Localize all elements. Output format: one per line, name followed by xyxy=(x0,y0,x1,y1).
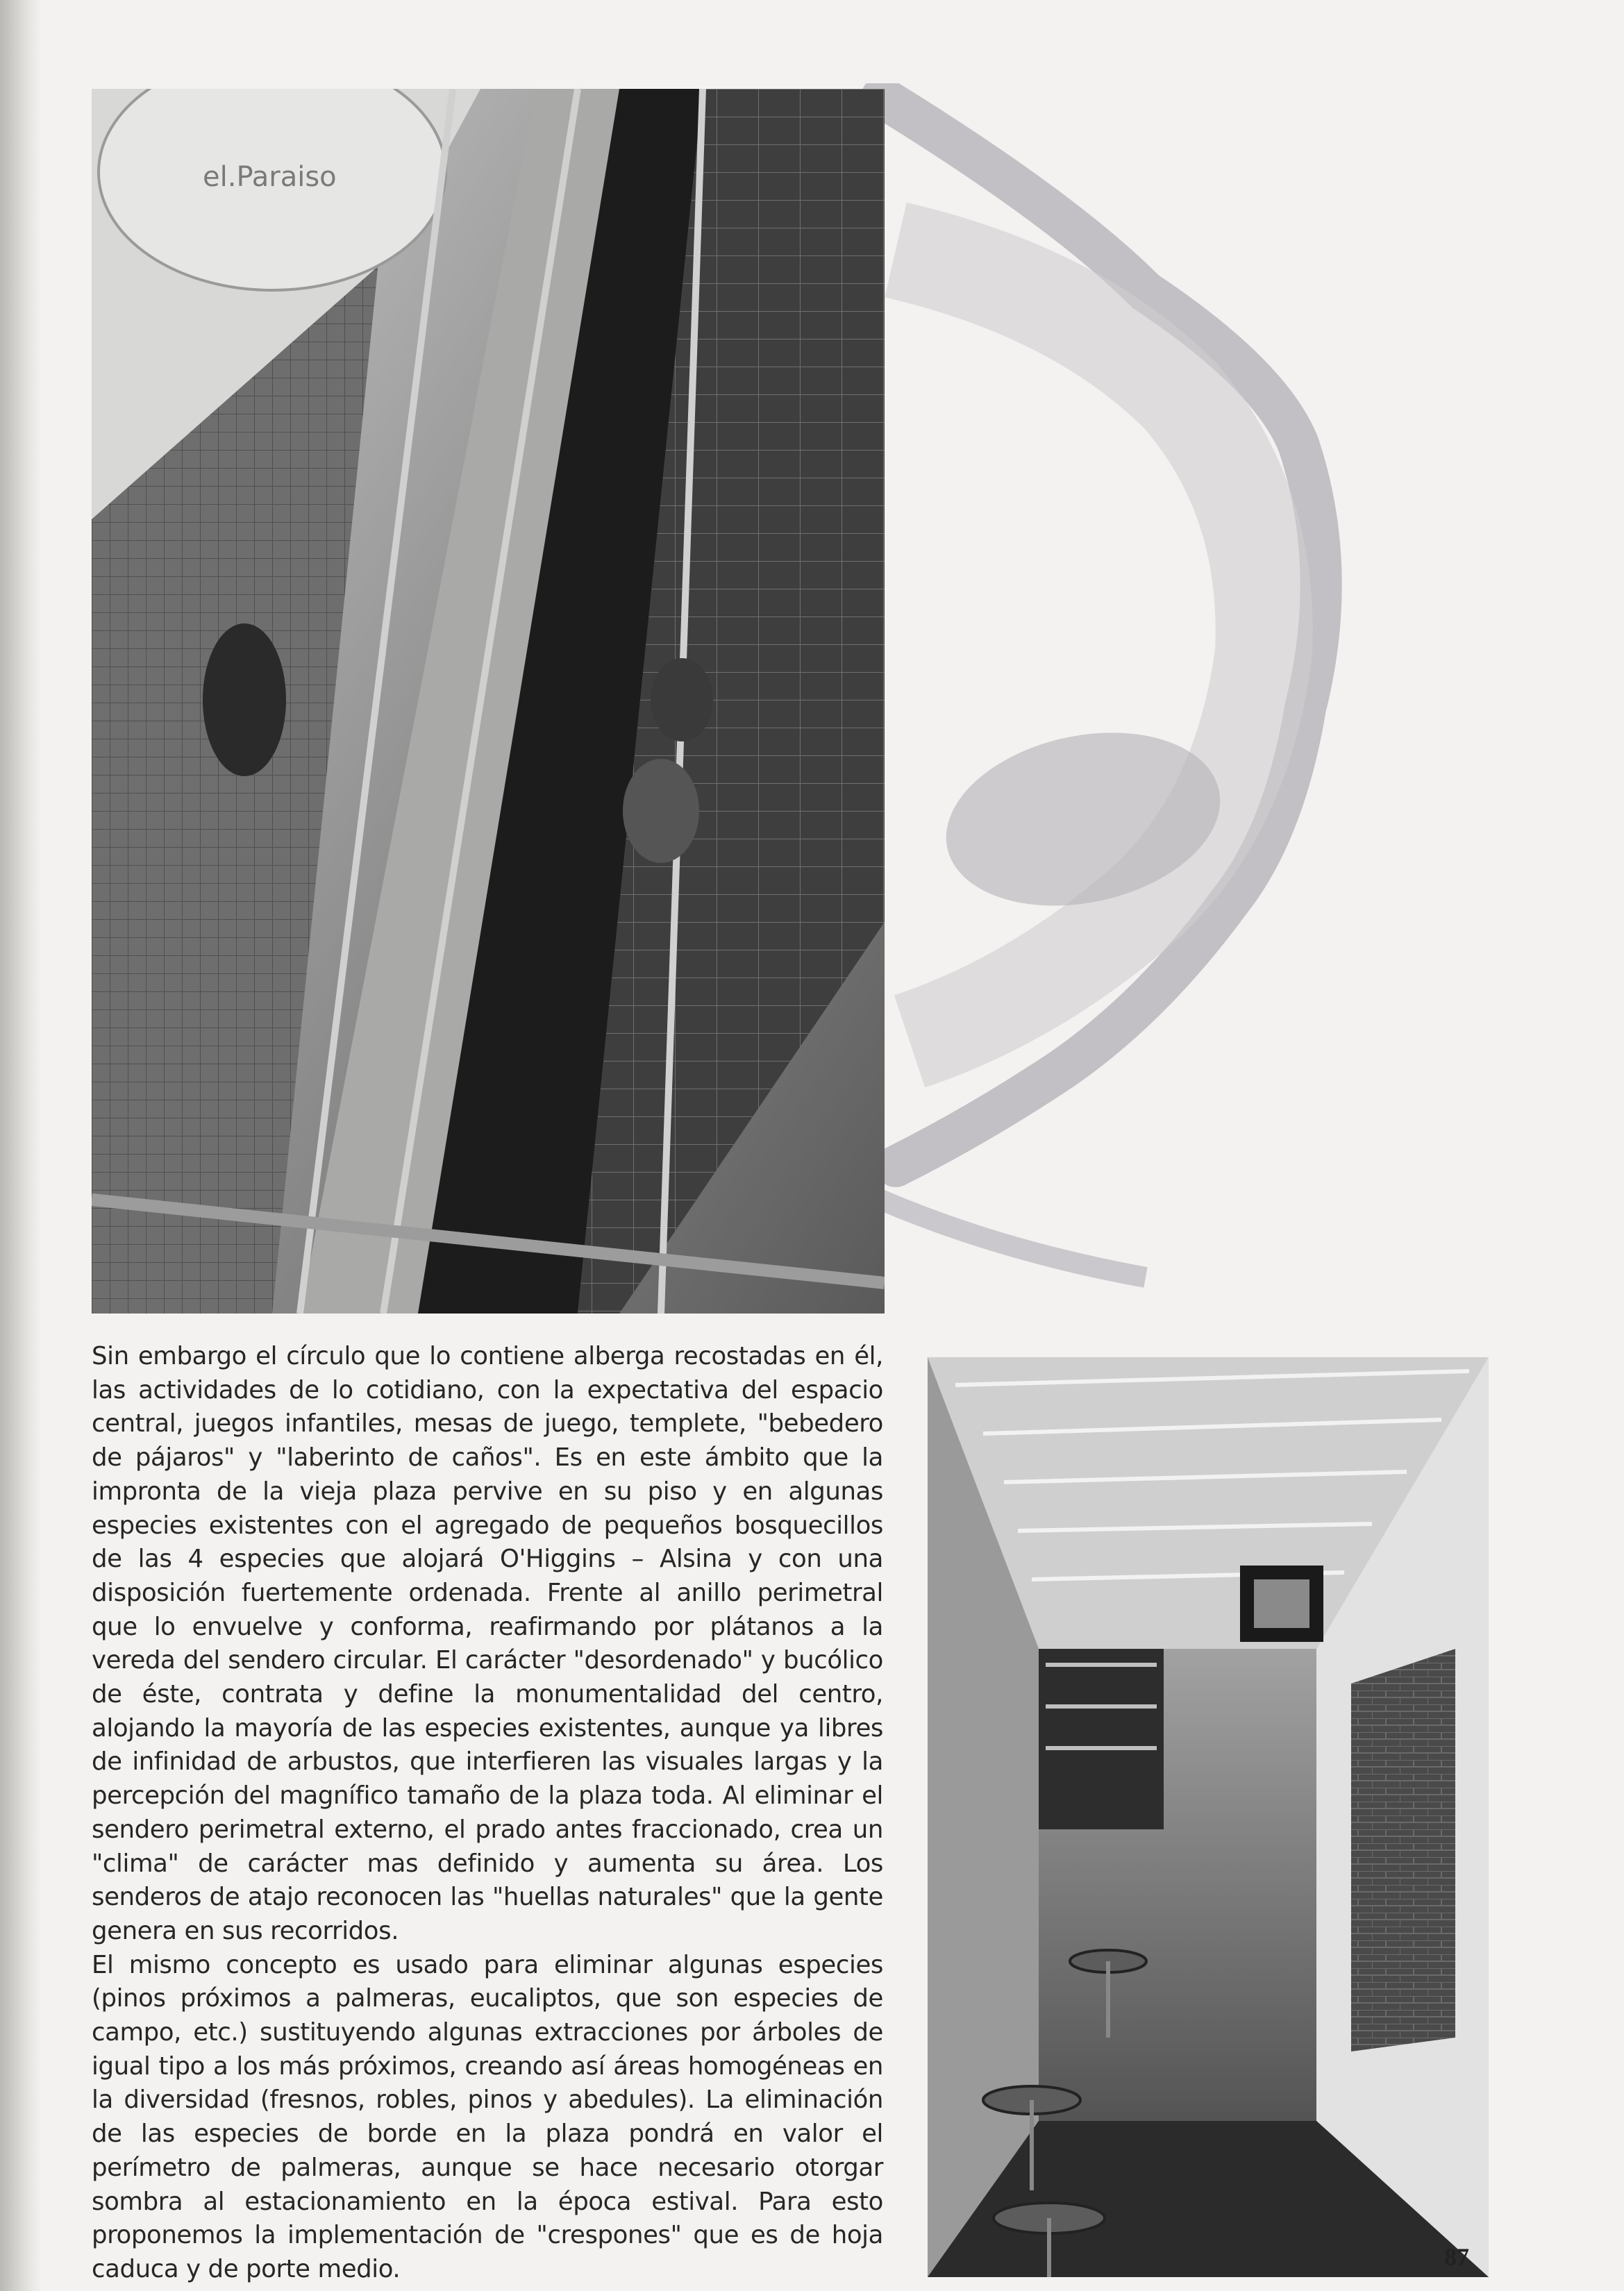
gallery-walkway-photo xyxy=(92,89,885,1314)
paragraph: Sin embargo el círculo que lo contiene alberga recostadas en él, las actividades de lo cotidiano, con la expectativa del espacio central, juegos infantiles, mesas de juego, templete, "bebedero de pájaros" y "laberinto de caños". Es en este ámbito que la impronta de la vieja plaza pervive en su piso y en algunas especies existentes con el agregado de pequeños bosquecillos de las 4 especies que alojará O'Higgins – Alsina y con una disposición fuertemente ordenada. Frente al anillo perimetral que lo envuelve y conforma, reafirmando por plátanos a la vereda del sendero circular. El carácter "desordenado" y bucólico de éste, contrata y define la monumentalidad del centro, alojando la mayoría de las especies existentes, aunque ya libres de infinidad de arbustos, que interfieren las visuales largas y la percepción del magnífico tamaño de la plaza toda. Al eliminar el sendero perimetral externo, el prado antes fraccionado, crea un "clima" de carácter mas definido y aumenta su área. Los senderos de atajo reconocen las "huellas naturales" que la gente genera en sus recorridos. xyxy=(92,1342,883,1945)
body-text xyxy=(92,1340,883,2287)
circular-watermark-graphic xyxy=(854,83,1479,1347)
page-number: 87 xyxy=(1444,2243,1469,2271)
paragraph: El mismo concepto es usado para eliminar algunas especies (pinos próximos a palmeras, eucaliptos, que son especies de campo, etc.) sustituyendo algunas extracciones por árboles de igual tipo a los más próximos, creando así áreas homogéneas en la diversidad (fresnos, robles, pinos y abedules). La eliminación de las especies de borde en la plaza pondrá en valor el perímetro de palmeras, aunque se hace necesario otorgar sombra al estacionamiento en la época estival. Para esto proponemos la implementación de "crespones" que es de hoja caduca y de porte medio. xyxy=(92,1950,883,2283)
bar-interior-photo xyxy=(928,1357,1489,2277)
page-binding-shadow xyxy=(0,0,42,2291)
sign-text: el.Paraiso xyxy=(203,161,337,193)
